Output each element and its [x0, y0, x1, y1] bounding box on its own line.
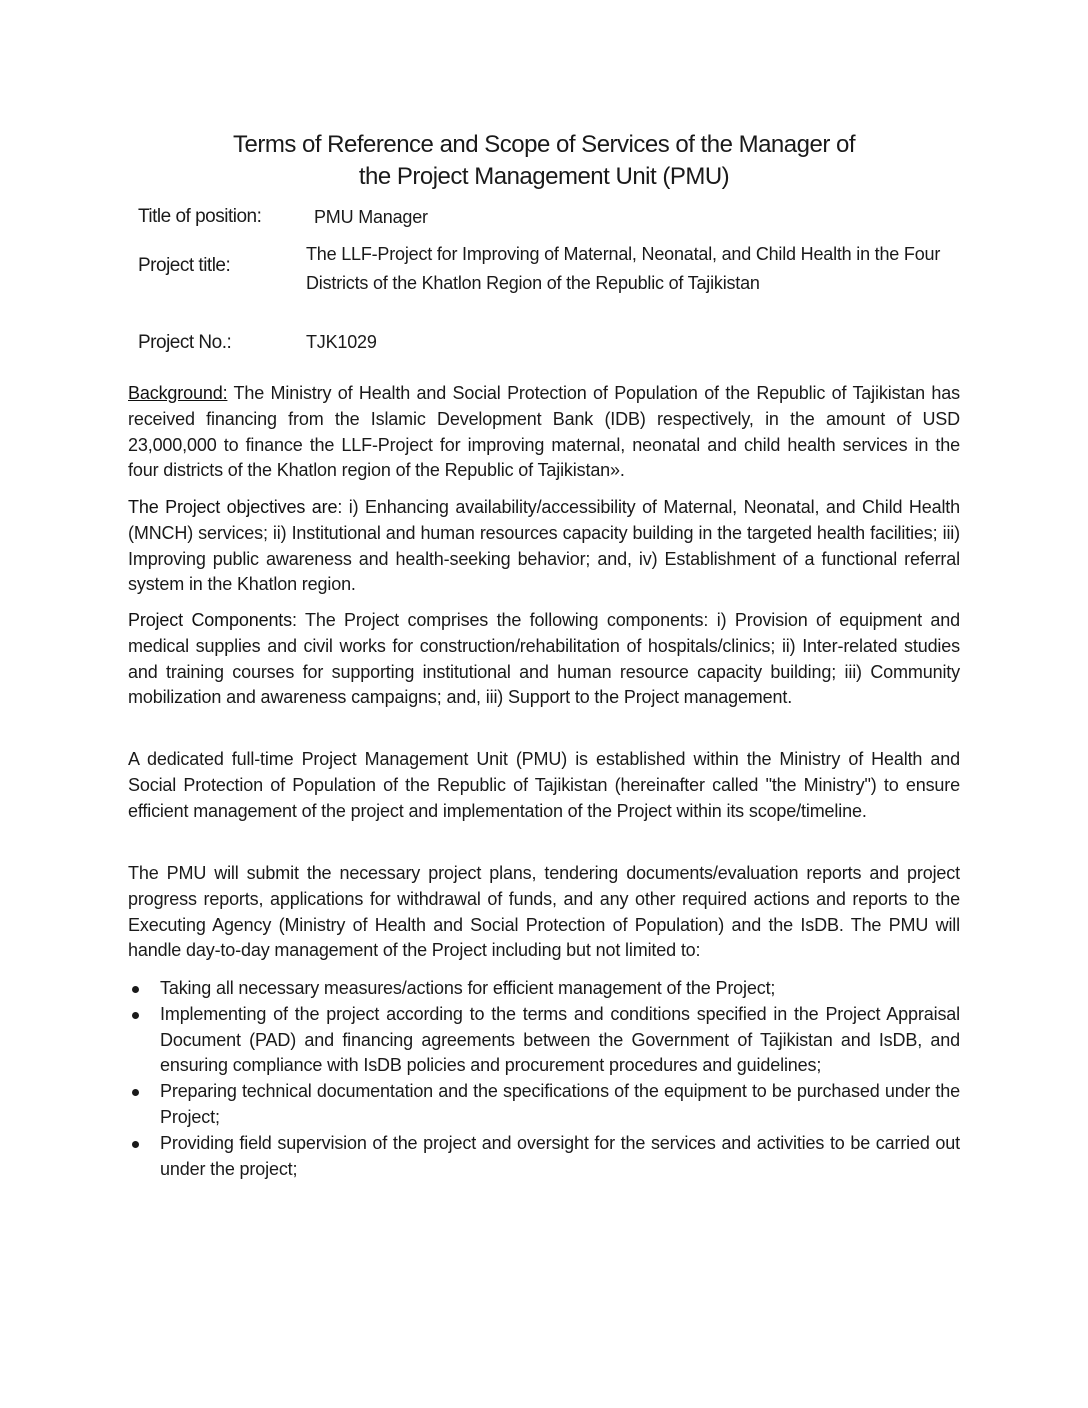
bullet-icon: [132, 1141, 139, 1148]
objectives-text: : i) Enhancing availability/accessibility of Maternal, Neonatal, and Child Health (MNCH) services; ii) Institutional and human resources capacity building in the targeted health facilities; iii) Improving public awareness and health-seeking behavior; and, iv) Establishment of a functional referral system in the Khatlon region.: [128, 497, 960, 595]
list-item-text: Taking all necessary measures/actions for efficient management of the Project;: [160, 978, 776, 998]
components-lead: Project Components:: [128, 610, 297, 630]
position-label: Title of position:: [138, 206, 262, 227]
project-title-value: The LLF-Project for Improving of Maternal, Neonatal, and Child Health in the Four Districts of the Khatlon Region of the Republic of Tajikistan: [306, 244, 941, 293]
pmu-paragraph: A dedicated full-time Project Management Unit (PMU) is established within the Ministry of Health and Social Protection of Population of the Republic of Tajikistan (hereinafter called "the Ministry") to ensure efficient management of the project and implementation of the Project within its scope/timeline.: [128, 749, 960, 821]
list-item-text: Providing field supervision of the project and oversight for the services and activities to be carried out under the project;: [160, 1132, 960, 1179]
list-item: [128, 1079, 960, 1131]
list-item: [128, 1002, 960, 1079]
submit-paragraph: The PMU will submit the necessary project plans, tendering documents/evaluation reports and project progress reports, applications for withdrawal of funds, and any other required actions and reports to the Executing Agency (Ministry of Health and Social Protection of Population) and the IsDB. The PMU will handle day-to-day management of the Project including but not limited to:: [128, 863, 960, 961]
bullet-icon: [132, 986, 139, 993]
title-line-2: the Project Management Unit (PMU): [358, 163, 730, 190]
components-paragraph: [128, 608, 960, 711]
list-item-text: Implementing of the project according to the terms and conditions specified in the Project Appraisal Document (PAD) and financing agreements between the Government of Tajikistan and IsDB, and ensuring compliance with IsDB policies and procurement procedures and guidelines;: [160, 1003, 960, 1076]
bullet-icon: [132, 1089, 139, 1096]
list-item-text: Preparing technical documentation and the specifications of the equipment to be purchased under the Project;: [160, 1081, 960, 1127]
title-line-1: Terms of Reference and Scope of Services of the Manager of: [232, 131, 855, 158]
background-lead: Background:: [128, 383, 228, 403]
project-no-label: Project No.:: [138, 332, 232, 353]
project-title-label: Project title:: [138, 255, 231, 276]
list-item: [128, 976, 960, 1002]
objectives-lead: The Project objectives are: [128, 497, 338, 517]
list-item: [128, 1131, 960, 1183]
document-title: [128, 129, 960, 193]
components-text: The Project comprises the following components: i) Provision of equipment and medical supplies and civil works for construction/rehabilitation of hospitals/clinics; ii) Inter-related studies and training courses for supporting institutional and human resource capacity building; iii) Community mobilization and awareness campaigns; and, iii) Support to the Project management.: [128, 610, 960, 708]
project-no-value: TJK1029: [306, 332, 377, 352]
duties-list: [128, 976, 960, 1182]
bullet-icon: [132, 1012, 139, 1019]
objectives-paragraph: [128, 495, 960, 598]
background-text: The Ministry of Health and Social Protection of Population of the Republic of Tajikistan has received financing from the Islamic Development Bank (IDB) respectively, in the amount of USD 23,000,000 to finance the LLF-Project for improving maternal, neonatal and child health services in the four districts of the Khatlon region of the Republic of Tajikistan».: [128, 383, 960, 481]
position-value: PMU Manager: [314, 207, 428, 227]
background-paragraph: [128, 381, 960, 484]
